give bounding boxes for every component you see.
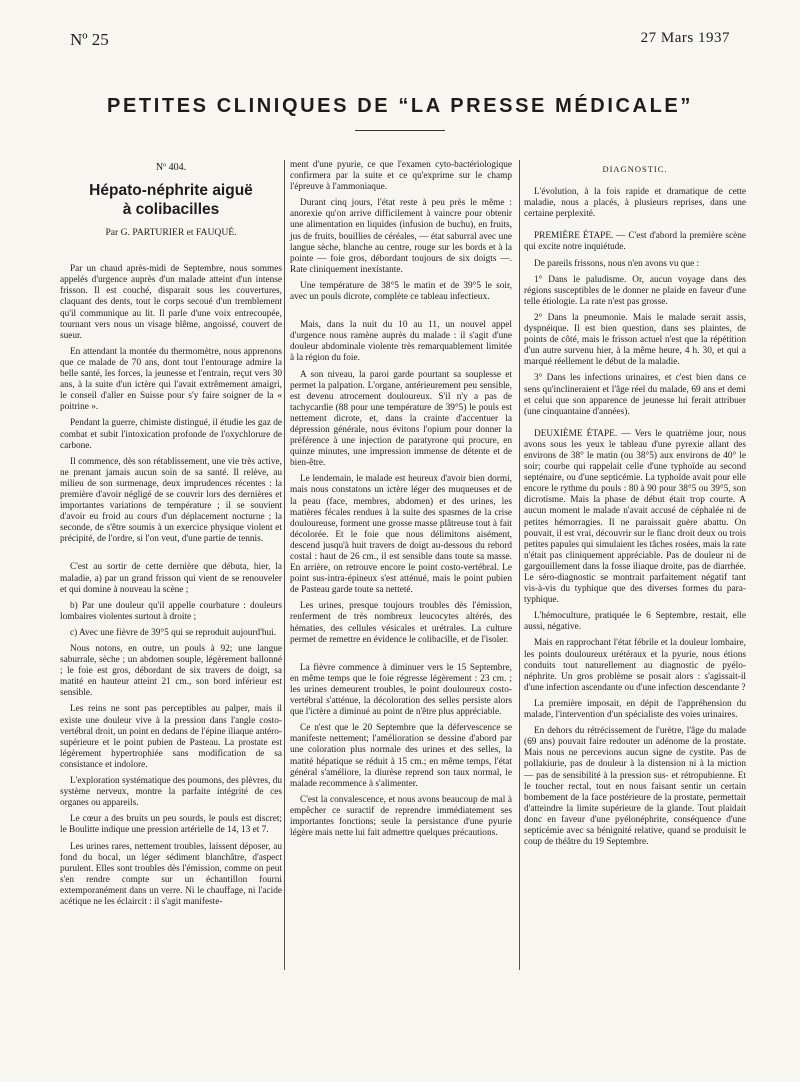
article-title-line: Hépato-néphrite aiguë <box>89 182 253 200</box>
paragraph: La première imposait, en dépit de l'appréhension du malade, l'intervention d'un spécialiste des voies urinaires. <box>524 698 746 721</box>
page-header <box>70 30 730 50</box>
paragraph: Le cœur a des bruits un peu sourds, le pouls est discret; le Boulitte indique une pression artérielle de 14, 13 et 7. <box>60 814 282 836</box>
article-title-line: à colibacilles <box>122 201 220 219</box>
paragraph: Nous notons, en outre, un pouls à 92; une langue saburrale, sèche ; un abdomen souple, légèrement ballonné ; le foie est gros, débordant de six travers de doigt, sa matité en hauteur atteint 21 cm., son bord inférieur est sensible. <box>60 644 282 699</box>
paragraph: Une température de 38°5 le matin et de 39°5 le soir, avec un pouls dicrote, complète ce tableau infectieux. <box>290 280 512 303</box>
paragraph: Mais en rapprochant l'état fébrile et la douleur lombaire, les points douloureux urétéraux et la pyurie, nous étions conduits tout naturellement au diagnostic de pyélo-néphrite. Un gros problème se posait alors : s'agissait-il d'une infection ascendante ou d'une infection descendante ? <box>524 638 746 693</box>
paragraph: L'hémoculture, pratiquée le 6 Septembre, restait, elle aussi, négative. <box>524 611 746 633</box>
paragraph: c) Avec une fièvre de 39°5 qui se reproduit aujourd'hui. <box>70 627 277 638</box>
paragraph: L'évolution, à la fois rapide et dramatique de cette maladie, nous a placés, à plusieurs reprises, dans une certaine perplexité. <box>524 187 746 220</box>
paragraph: 3° Dans les infections urinaires, et c'est bien dans ce sens qu'inclineraient et l'âge réel du malade, 69 ans et demi et celui que son apparence de jeunesse lui ferait attribuer (une cinquantaine d'années). <box>524 373 746 417</box>
section-heading: DIAGNOSTIC. <box>602 164 668 174</box>
paragraph: L'exploration systématique des poumons, des plèvres, du système nerveux, montre la parfaite intégrité de ces organes ou appareils. <box>60 776 282 809</box>
paragraph: C'est au sortir de cette dernière que débuta, hier, la maladie, a) par un grand frisson qui vient de se renouveler et qui domine à nouveau la scène ; <box>60 562 282 595</box>
article-title <box>60 181 282 219</box>
paragraph: Les urines rares, nettement troubles, laissent déposer, au fond du bocal, un léger sédiment blanchâtre, d'aspect purulent. Elles sont troubles dès l'émission, comme on peut s'en rendre compte sur un échantillon fourni extemporanément dans un verre. Ni le chauffage, ni l'acide acétique ne les éclaircit : il s'agit manifeste- <box>60 841 282 907</box>
column-3 <box>524 160 746 853</box>
column-2 <box>290 160 512 844</box>
paragraph: 2° Dans la pneumonie. Mais le malade serait assis, dyspnéique. Il est bien question, dans ses plaintes, de points de côté, mais le frisson actuel n'est que la répétition d'un autre survenu hier, à la même heure, 4 h. 30, et qui a marqué réellement le début de la maladie. <box>524 312 746 368</box>
journal-title: PETITES CLINIQUES DE “LA PRESSE MÉDICALE” <box>107 95 693 117</box>
column-divider <box>284 160 285 970</box>
paragraph: Les urines, presque toujours troubles dès l'émission, renferment de très nombreux leucocytes altérés, des hématies, des cellules vésicales et urétrales. La culture permet de remettre en évidence le colibacille, et de l'isoler. <box>290 601 512 645</box>
paragraph: b) Par une douleur qu'il appelle courbature : douleurs lombaires violentes surtout à droite ; <box>60 600 282 622</box>
paragraph: Les reins ne sont pas perceptibles au palper, mais il existe une douleur vive à la pression dans l'angle costo-vertébral droit, un point en dedans de l'épine iliaque antéro-supérieure et le point pubien de Pasteau. La prostate est légèrement hypertrophiée sans modification de sa consistance et indolore. <box>60 704 282 770</box>
paragraph: Il commence, dès son rétablissement, une vie très active, ne prenant jamais aucun soin de sa santé. Il relève, au milieu de son surmenage, deux imprudences récentes : la première d'avoir négligé de se couvrir lors des dernières et importantes variations de température ; il se souvient d'avoir eu froid au cours d'un déplacement nocturne ; la seconde, de s'être soumis à un exercice physique violent et précipité, de l'ordre, si l'on veut, d'une partie de tennis. <box>60 456 282 545</box>
paragraph: En dehors du rétrécissement de l'urètre, l'âge du malade (69 ans) pouvait faire redouter un adénome de la prostate. Mais nous ne percevions aucun signe de cystite. Pas de pollakiurie, pas de douleur à la distension ni à la miction — pas de sensibilité à la pression sus- et rétropubienne. Et le toucher rectal, tout en nous faisant sentir un certain bombement de la face postérieure de la prostate, permettait d'atteindre la limite supérieure de la glande. Tout plaidait donc en faveur d'une pyélonéphrite, conséquence d'une septicémie avec sa bénignité relative, quand se produisit le coup de théâtre du 19 Septembre. <box>524 726 746 848</box>
paragraph: Le lendemain, le malade est heureux d'avoir bien dormi, mais nous constatons un ictère léger des muqueuses et de la peau (face, membres, abdomen) et des urines, les matières fécales rendues à la suite des spasmes de la crise douloureuse, forment une grosse masse plâtreuse tout à fait décolorée. Et le foie que nous délimitons aisément, descend jusqu'à huit travers de doigt au-dessous du rebord costal : haut de 26 cm., il est sensible dans toute sa masse. En arrière, on retrouve encore le point costo-vertébral. Le point sus-intra-épineux s'est atténué, mais le point pubien de Pasteau garde toute sa netteté. <box>290 474 512 596</box>
paragraph: Par un chaud après-midi de Septembre, nous sommes appelés d'urgence auprès d'un malade atteint d'un intense frisson. Il est couché, disparait sous les couvertures, claquant des dents, tout le corps secoué d'un tremblement qu'il communique au lit. Il parle d'une voix entrecoupée, tournant vers nous un visage blême, angoissé, couvert de sueur. <box>60 264 282 341</box>
paragraph: Ce n'est que le 20 Septembre que la défervescence se manifeste nettement; l'amélioration se dessine d'abord par une coloration plus normale des urines et des selles, la matité hépatique se réduit à 15 cm.; en même temps, l'état général s'améliore, la diurèse reprend son taux normal, le malade recommence à s'alimenter. <box>290 723 512 789</box>
paragraph: La fièvre commence à diminuer vers le 15 Septembre, en même temps que le foie régresse légèrement : 23 cm. ; les urines demeurent troubles, le point douloureux costo-vertébral s'atténue, la décoloration des selles persiste alors que l'ictère a diminué au point de n'être plus appréciable. <box>290 662 512 718</box>
paragraph: DEUXIÈME ÉTAPE. — Vers le quatrième jour, nous avons sous les yeux le tableau d'une pyrexie allant des environs de 38° le matin (ou 38°5) aux environs de 40° le soir; courbe qui rappelait celle d'une typhoïde au second septénaire, ou d'une septicémie. La typhoïde avait pour elle encore le rythme du pouls : 80 à 90 pour 38°5 ou 39°5, son dicrotisme. Mais la phase de début était trop courte. A aucun moment le malade n'avait accusé de céphalée ni de petites hémorragies. Il ne paraissait guère abattu. On pouvait, il est vrai, découvrir sur le flanc droit deux ou trois petites papules qui simulaient les tâches rosées, mais la rate n'était pas cliniquement appréciable. Pas de douleur ni de gargouillement dans la fosse iliaque droite, pas de diarrhée. Le séro-diagnostic se montrait parfaitement négatif tant vis-à-vis du typhique que des diverses formes du para-typhique. <box>524 428 746 606</box>
page-number: Nº 25 <box>70 30 109 49</box>
paragraph: De pareils frissons, nous n'en avons vu que : <box>534 258 700 269</box>
paragraph: A son niveau, la paroi garde pourtant sa souplesse et permet la palpation. L'organe, antérieurement peu sensible, est devenu atrocement douloureux. S'il n'y a pas de tachycardie (88 pour une température de 39°5) le pouls est nettement dicrote, et, dans la crainte d'accentuer la dépression générale, nous évitons l'opium pour donner la préférence à une injection de paratyrone qui procure, en quinze minutes, une impression immense de détente et de bien-être. <box>290 369 512 469</box>
paragraph: 1° Dans le paludisme. Or, aucun voyage dans des régions susceptibles de le donner ne plaide en faveur d'une telle étiologie. La rate n'est pas grosse. <box>524 274 746 307</box>
title-rule <box>355 130 445 131</box>
article-authors: Par G. PARTURIER et FAUQUÉ. <box>105 227 237 239</box>
paragraph: Durant cinq jours, l'état reste à peu près le même : anorexie qu'on arrive difficilement à vaincre pour obtenir une alimentation en liquides (infusion de buchu), en fruits, jus de fruits, bouillies de céréales, — état saburral avec une langue sèche, blanche au centre, rouge sur les bords et à la pointe — foie gros, débordant toujours de six doigts —. Rate cliniquement inexistante. <box>290 198 512 275</box>
paragraph: Mais, dans la nuit du 10 au 11, un nouvel appel d'urgence nous ramène auprès du malade : il s'agit d'une douleur abdominale violente très remarquablement limitée à la région du foie. <box>290 320 512 364</box>
paragraph: ment d'une pyurie, ce que l'examen cyto-bactériologique confirmera par la suite et ce qu'exprime sur le champ l'épreuve à l'ammoniaque. <box>290 160 512 193</box>
article-number: Nº 404. <box>155 162 187 173</box>
column-1 <box>60 160 282 913</box>
paragraph: PREMIÈRE ÉTAPE. — C'est d'abord la première scène qui excite notre inquiétude. <box>524 231 746 253</box>
issue-date: 27 Mars 1937 <box>640 30 730 46</box>
paragraph: C'est la convalescence, et nous avons beaucoup de mal à empêcher ce suractif de reprendre immédiatement ses importantes fonctions; seule la persistance d'une pyurie légère mais nette lui fait admettre quelques précautions. <box>290 794 512 839</box>
column-divider <box>519 160 520 970</box>
paragraph: Pendant la guerre, chimiste distingué, il étudie les gaz de combat et subit l'intoxication profonde de l'oxychlorure de carbone. <box>60 418 282 451</box>
paragraph: En attendant la montée du thermomètre, nous apprenons que ce malade de 70 ans, dont tout l'entourage admire la belle santé, les forces, la jeunesse et l'entrain, reçut vers 30 ans, à la suite d'un ictère qui l'avait extrêmement amaigri, le conseil d'aller en Suisse pour s'y faire soigner de la « poitrine ». <box>60 346 282 413</box>
